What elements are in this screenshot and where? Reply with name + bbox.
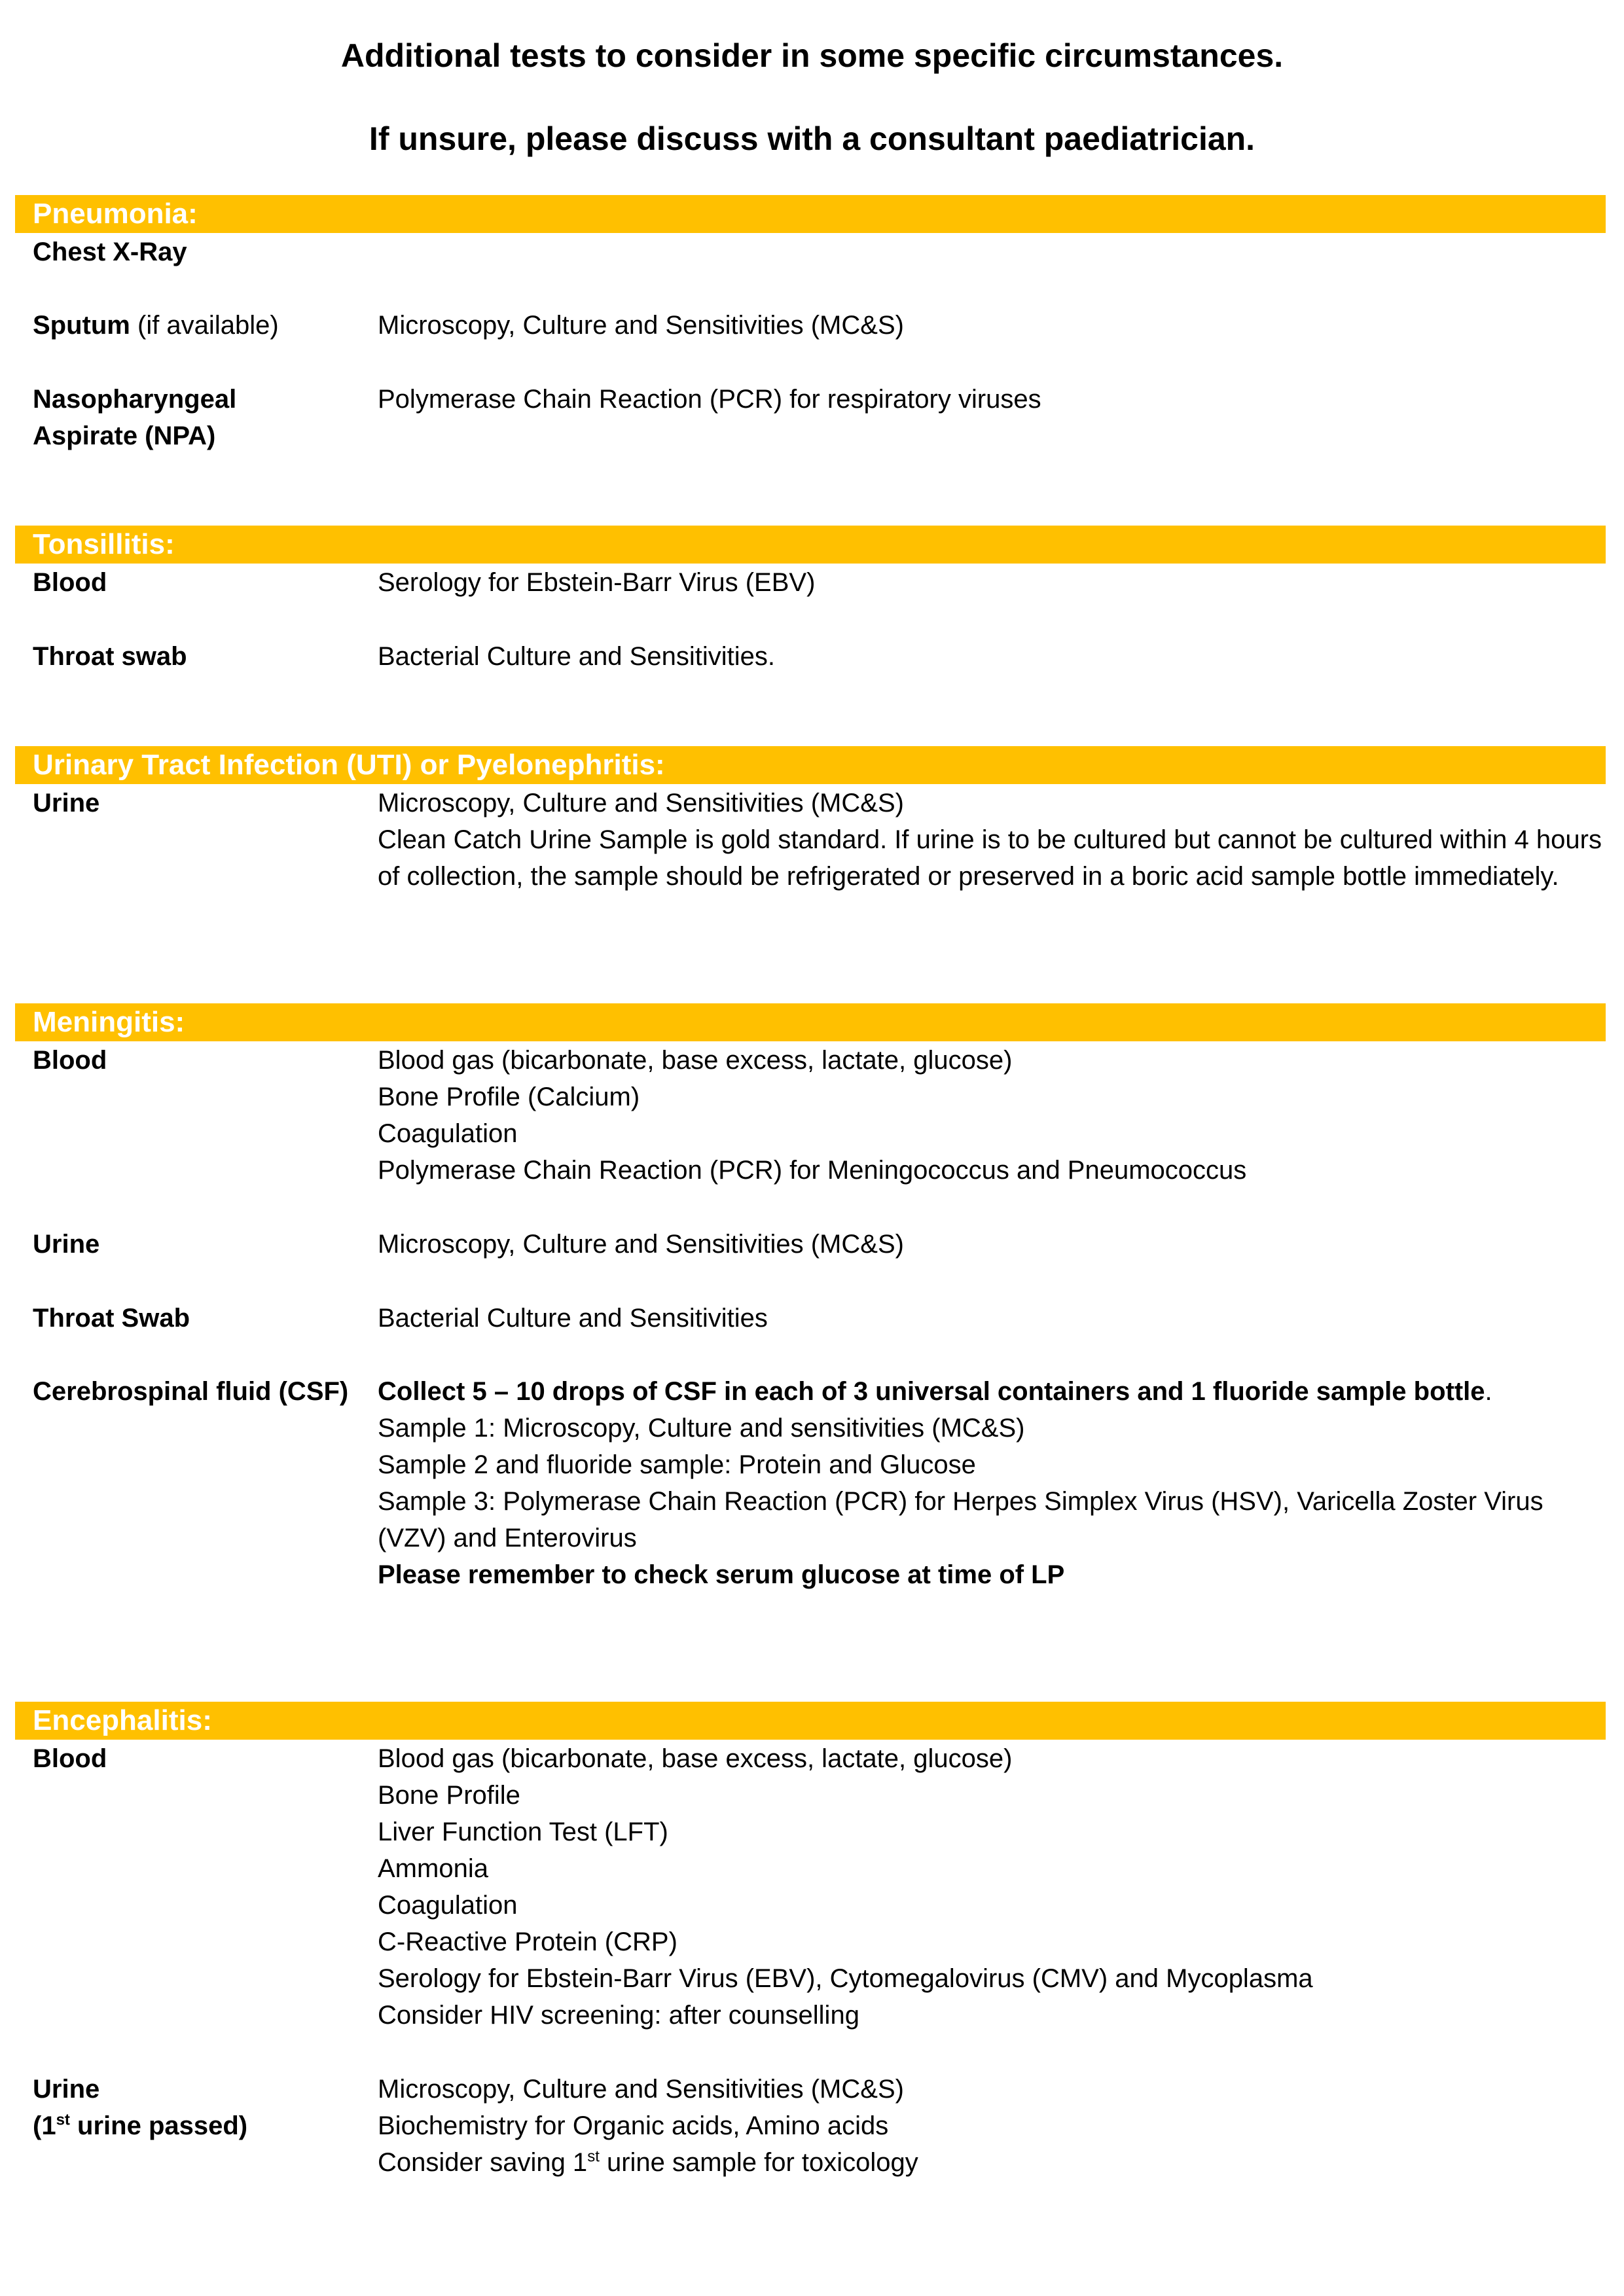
label-npa: Nasopharyngeal Aspirate (NPA) [33,385,237,450]
label-sputum-note: (if available) [137,311,279,340]
list-item: Microscopy, Culture and Sensitivities (MC&S) [378,2075,904,2104]
value-encephalitis-urine [378,2071,1602,2181]
urine-sub-close: urine passed) [69,2111,248,2140]
list-item: Bone Profile (Calcium) [378,1083,640,1111]
encephalitis-urine-subtitle [33,2108,360,2144]
label-encephalitis-blood: Blood [33,1744,107,1773]
value-tonsillitis-blood: Serology for Ebstein-Barr Virus (EBV) [378,568,816,597]
urine-sub-sup: st [56,2111,70,2129]
list-item: Biochemistry for Organic acids, Amino acids [378,2111,889,2140]
list-item: Coagulation [378,1891,518,1920]
urine-sub-open: (1 [33,2111,56,2140]
list-item: Liver Function Test (LFT) [378,1818,668,1846]
section-header-tonsillitis: Tonsillitis: [15,526,1606,564]
value-uti-urine [378,785,1602,895]
list-item: Coagulation [378,1119,518,1148]
list-item: Polymerase Chain Reaction (PCR) for Meningococcus and Pneumococcus [378,1156,1247,1185]
value-meningitis-csf [378,1373,1602,1593]
toxic-sup: st [587,2147,600,2166]
encephalitis-urine-title: Urine [33,2075,100,2104]
value-tonsillitis-throat: Bacterial Culture and Sensitivities. [378,642,775,671]
list-item: Ammonia [378,1854,488,1883]
toxic-pre: Consider saving 1 [378,2148,588,2177]
csf-reminder: Please remember to check serum glucose at time of LP [378,1560,1065,1589]
value-npa: Polymerase Chain Reaction (PCR) for respiratory viruses [378,385,1041,414]
list-item: Bone Profile [378,1781,520,1810]
label-tonsillitis-throat: Throat swab [33,642,187,671]
label-meningitis-blood: Blood [33,1046,107,1075]
csf-sample-2: Sample 2 and fluoride sample: Protein and Glucose [378,1450,976,1479]
label-meningitis-urine: Urine [33,1230,100,1259]
value-meningitis-urine: Microscopy, Culture and Sensitivities (MC&S) [378,1230,904,1259]
list-item: C-Reactive Protein (CRP) [378,1928,677,1956]
label-uti-urine: Urine [33,789,100,817]
page-title: Additional tests to consider in some specific circumstances. [340,37,1284,74]
page-subtitle: If unsure, please discuss with a consultant paediatrician. [369,120,1255,157]
label-meningitis-csf: Cerebrospinal fluid (CSF) [33,1377,349,1406]
label-meningitis-throat: Throat Swab [33,1304,190,1333]
uti-urine-line2: Clean Catch Urine Sample is gold standard. If urine is to be cultured but cannot be cultured within 4 hours of collection, the sample should be refrigerated or preserved in a boric acid sample bottle immediately. [378,825,1602,891]
list-item: Blood gas (bicarbonate, base excess, lactate, glucose) [378,1046,1013,1075]
uti-urine-line1: Microscopy, Culture and Sensitivities (MC&S) [378,789,904,817]
value-meningitis-blood [378,1042,1602,1189]
list-item: Serology for Ebstein-Barr Virus (EBV), Cytomegalovirus (CMV) and Mycoplasma [378,1964,1313,1993]
encephalitis-urine-toxicology [378,2144,1602,2181]
section-header-encephalitis: Encephalitis: [15,1702,1606,1740]
csf-collect-instruction: Collect 5 – 10 drops of CSF in each of 3 universal containers and 1 fluoride sample bottle [378,1377,1485,1406]
csf-collect-period: . [1485,1377,1492,1406]
value-encephalitis-blood [378,1740,1602,2034]
toxic-post: urine sample for toxicology [599,2148,918,2177]
label-encephalitis-urine [33,2071,360,2144]
list-item: Consider HIV screening: after counselling [378,2001,859,2030]
label-sputum [33,307,360,344]
csf-sample-3: Sample 3: Polymerase Chain Reaction (PCR) for Herpes Simplex Virus (HSV), Varicella Zoster Virus (VZV) and Enterovirus [378,1487,1543,1552]
label-tonsillitis-blood: Blood [33,568,107,597]
section-header-meningitis: Meningitis: [15,1003,1606,1041]
csf-collect-line [378,1373,1602,1410]
value-sputum: Microscopy, Culture and Sensitivities (MC&S) [378,311,904,340]
section-header-pneumonia: Pneumonia: [15,195,1606,233]
value-meningitis-throat: Bacterial Culture and Sensitivities [378,1304,768,1333]
list-item: Blood gas (bicarbonate, base excess, lactate, glucose) [378,1744,1013,1773]
label-chest-xray: Chest X-Ray [33,238,187,266]
section-header-uti: Urinary Tract Infection (UTI) or Pyelonephritis: [15,746,1606,784]
label-sputum-text: Sputum [33,311,130,340]
csf-sample-1: Sample 1: Microscopy, Culture and sensitivities (MC&S) [378,1414,1025,1443]
